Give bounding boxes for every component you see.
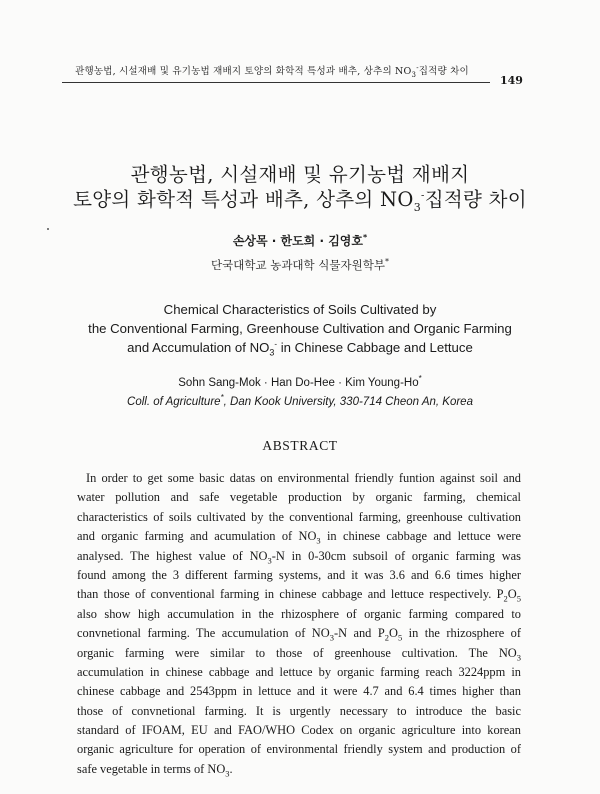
abstract-line: water pollution and safe vegetable production by organic farming, chemical: [77, 490, 521, 505]
page-number: 149: [500, 74, 523, 87]
abstract-body: [77, 469, 521, 779]
abstract-line: those of convnetional farming. It is urgently necessary to introduce the basic: [77, 703, 521, 718]
korean-title-line-1: 관행농법, 시설재배 및 유기농법 재배지: [130, 163, 470, 186]
abstract-line: and organic farming and acumulation of $NO_3$ in chinese cabbage and lettuce were: [77, 529, 521, 546]
abstract-line: analysed. The highest value of $NO_3-N$ in 0-30cm subsoil of organic farming was: [77, 548, 521, 566]
korean-authors: 손상목 · 한도희 · 김영호*: [232, 233, 368, 248]
korean-title-line-2: 토양의 화학적 특성과 배추, 상추의 $NO_3^-$집적량 차이: [73, 188, 527, 214]
abstract-line: than those of conventional farming in chinese cabbage and lettuce respectively. $P_2O_5$: [77, 587, 521, 604]
abstract-line: characteristics of soils cultivated by the conventional farming, greenhouse cultivation: [77, 509, 521, 524]
english-title-line-3: and Accumulation of $NO_3^-$ in Chinese Cabbage and Lettuce: [127, 339, 473, 358]
english-affiliation: Coll. of Agriculture*, Dan Kook University, 330-714 Cheon An, Korea: [127, 393, 473, 408]
abstract-line: organic farming were similar to those of greenhouse cultivation. The $NO_3$: [77, 645, 521, 662]
english-title: [50, 300, 550, 357]
abstract-line: chinese cabbage and 2543ppm in lettuce and it were 4.7 and 6.4 times higher than: [77, 684, 521, 699]
abstract-line: In order to get some basic datas on environmental friendly funtion against soil and: [86, 471, 521, 485]
abstract-heading: ABSTRACT: [262, 438, 338, 453]
running-head: [62, 63, 482, 79]
abstract-line: found among the 3 different farming systems, and it was 3.6 and 6.6 times higher: [77, 567, 521, 582]
abstract-line: standard of IFOAM, EU and FAO/WHO Codex on organic agriculture into korean: [77, 723, 521, 738]
running-head-subscript: 3: [411, 70, 417, 79]
abstract-line: safe vegetable in terms of $NO_3$.: [77, 761, 233, 779]
korean-affiliation: 단국대학교 농과대학 식물자원학부*: [211, 257, 389, 272]
english-title-line-1: Chemical Characteristics of Soils Cultivated by: [163, 302, 437, 317]
running-head-text-end: 집적량 차이: [418, 66, 469, 77]
margin-speck: [47, 228, 49, 230]
english-authors: Sohn Sang-Mok · Han Do-Hee · Kim Young-Ho*: [178, 374, 422, 389]
running-head-text: 관행농법, 시설재배 및 유기농법 재배지 토양의 화학적 특성과 배추, 상추의 NO: [75, 66, 412, 77]
korean-title: [40, 162, 560, 212]
abstract-line: also show high accumulation in the rhizosphere of organic farming compared to: [77, 606, 521, 621]
abstract-line: convnetional farming. The accumulation of $NO_3-N$ and $P_2O_5$ in the rhizosphere of: [77, 626, 521, 643]
abstract-line: organic agriculture for operation of environmental friendly system and production of: [77, 742, 521, 757]
abstract-line: accumulation in chinese cabbage and lettuce by organic farming reach 3224ppm in: [77, 664, 521, 679]
header-rule: [62, 82, 490, 83]
english-title-line-2: the Conventional Farming, Greenhouse Cultivation and Organic Farming: [88, 321, 512, 336]
running-head-superscript: -: [416, 63, 419, 72]
